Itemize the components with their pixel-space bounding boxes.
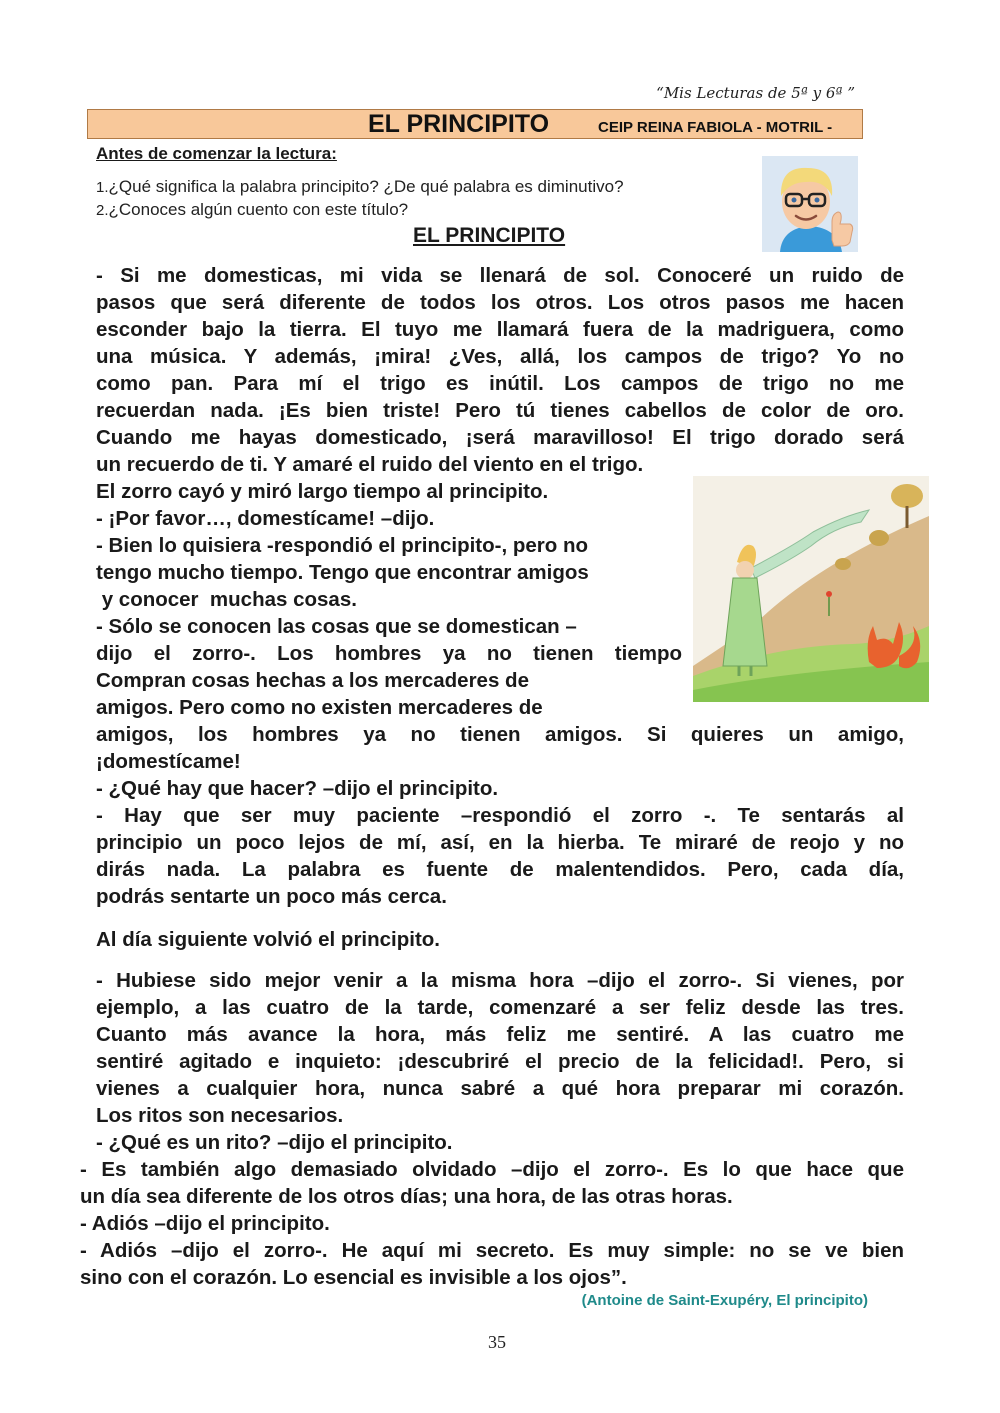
text-line: dijo el zorro-. Los hombres ya no tienen tiempo bbox=[96, 642, 682, 665]
little-prince-illustration bbox=[693, 476, 929, 702]
text-line: ¡domestícame! bbox=[96, 750, 241, 773]
text-line: Cuando me hayas domesticado, ¡será maravilloso! El trigo dorado será bbox=[96, 426, 904, 449]
text-line: sentiré agitado e inquieto: ¡descubriré el precio de la felicidad!. Pero, si bbox=[96, 1050, 904, 1073]
avatar bbox=[762, 156, 858, 252]
text-line: amigos. Pero como no existen mercaderes de bbox=[96, 696, 543, 719]
text-line: - Adiós –dijo el zorro-. He aquí mi secreto. Es muy simple: no se ve bien bbox=[80, 1239, 904, 1262]
school-name: CEIP REINA FABIOLA - MOTRIL - bbox=[598, 119, 833, 136]
text-line: y conocer muchas cosas. bbox=[96, 588, 357, 611]
question-1 bbox=[96, 177, 624, 197]
text-line: sino con el corazón. Lo esencial es invisible a los ojos”. bbox=[80, 1266, 627, 1289]
text-line: tengo mucho tiempo. Tengo que encontrar amigos bbox=[96, 561, 589, 584]
text-line: El zorro cayó y miró largo tiempo al principito. bbox=[96, 480, 549, 503]
text-line: - Adiós –dijo el principito. bbox=[80, 1212, 330, 1235]
text-line: un día sea diferente de los otros días; una hora, de las otras horas. bbox=[80, 1185, 733, 1208]
text-line: ejemplo, a las cuatro de la tarde, comenzaré a ser feliz desde las tres. bbox=[96, 996, 904, 1019]
text-line: - Hay que ser muy paciente –respondió el zorro -. Te sentarás al bbox=[96, 804, 904, 827]
text-line: amigos, los hombres ya no tienen amigos. Si quieres un amigo, bbox=[96, 723, 904, 746]
question-2 bbox=[96, 200, 408, 220]
text-line: Los ritos son necesarios. bbox=[96, 1104, 344, 1127]
text-line: podrás sentarte un poco más cerca. bbox=[96, 885, 447, 908]
text-line: principio un poco lejos de mí, así, en la hierba. Te miraré de reojo y no bbox=[96, 831, 904, 854]
text-line: - Hubiese sido mejor venir a la misma hora –dijo el zorro-. Si vienes, por bbox=[96, 969, 904, 992]
reading-title: EL PRINCIPITO bbox=[413, 224, 566, 247]
page-title: EL PRINCIPITO bbox=[368, 110, 550, 138]
question-2-text: ¿Conoces algún cuento con este título? bbox=[108, 200, 409, 219]
prereading-heading: Antes de comenzar la lectura: bbox=[96, 144, 337, 163]
text-line: Compran cosas hechas a los mercaderes de bbox=[96, 669, 529, 692]
text-line: - Es también algo demasiado olvidado –dijo el zorro-. Es lo que hace que bbox=[80, 1158, 904, 1181]
page-number: 35 bbox=[488, 1332, 506, 1352]
text-line: - ¿Qué es un rito? –dijo el principito. bbox=[96, 1131, 453, 1154]
series-title: “Mis Lecturas de 5ª y 6ª ” bbox=[656, 84, 855, 102]
text-line: una música. Y además, ¡mira! ¿Ves, allá, los campos de trigo? Yo no bbox=[96, 345, 904, 368]
text-line: dirás nada. La palabra es fuente de malentendidos. Pero, cada día, bbox=[96, 858, 904, 881]
question-1-number: 1. bbox=[96, 179, 109, 196]
text-line: pasos que será diferente de todos los otros. Los otros pasos me hacen bbox=[96, 291, 904, 314]
author-credit: (Antoine de Saint-Exupéry, El principito) bbox=[581, 1292, 868, 1309]
text-line: esconder bajo la tierra. El tuyo me llamará fuera de la madriguera, como bbox=[96, 318, 904, 341]
question-1-text: ¿Qué significa la palabra principito? ¿De qué palabra es diminutivo? bbox=[108, 177, 624, 196]
text-line: - Bien lo quisiera -respondió el principito-, pero no bbox=[96, 534, 589, 557]
text-line: Al día siguiente volvió el principito. bbox=[96, 928, 440, 951]
text-line: un recuerdo de ti. Y amaré el ruido del viento en el trigo. bbox=[96, 453, 644, 476]
text-line: como pan. Para mí el trigo es inútil. Los campos de trigo no me bbox=[96, 372, 904, 395]
text-line: - ¿Qué hay que hacer? –dijo el principito. bbox=[96, 777, 499, 800]
text-line: Cuanto más avance la hora, más feliz me sentiré. A las cuatro me bbox=[96, 1023, 904, 1046]
text-line: vienes a cualquier hora, nunca sabré a qué hora preparar mi corazón. bbox=[96, 1077, 904, 1100]
question-2-number: 2. bbox=[96, 202, 109, 219]
text-line: - Sólo se conocen las cosas que se domestican – bbox=[96, 615, 577, 638]
text-line: - ¡Por favor…, domestícame! –dijo. bbox=[96, 507, 435, 530]
text-line: recuerdan nada. ¡Es bien triste! Pero tú tienes cabellos de color de oro. bbox=[96, 399, 904, 422]
text-line: - Si me domesticas, mi vida se llenará de sol. Conoceré un ruido de bbox=[96, 264, 904, 287]
